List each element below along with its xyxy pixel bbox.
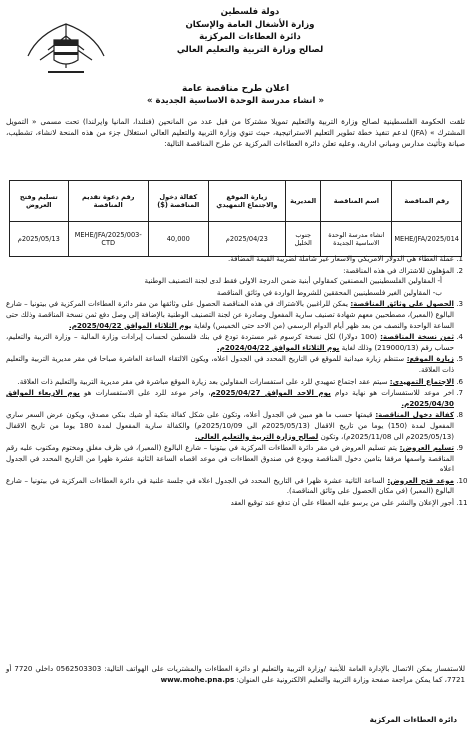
term-bid-opening-label: موعد فتح العروض: xyxy=(387,475,454,485)
header-line-ministry: وزارة الأشغال العامة والإسكان xyxy=(185,19,315,30)
announcement-title xyxy=(0,84,471,106)
header-line-department: دائرة العطاءات المركزية xyxy=(199,32,301,42)
col-invitation-number: رقم دعوة تقديم المناقصة xyxy=(68,181,148,222)
term-site-visit xyxy=(6,354,454,375)
term-pre-bid-meeting-label: الاجتماع التمهيدي: xyxy=(389,376,454,386)
term-bid-bond xyxy=(6,410,454,442)
term-pre-bid-meeting xyxy=(6,377,454,388)
term-currency-text: عملة العطاء هي الدولار الامريكي والاسعار غير شاملة لضريبة القيمة المضافة. xyxy=(228,254,454,263)
signature-department: دائرة العطاءات المركزية xyxy=(369,715,457,724)
term-pre-bid-meeting-text: سيتم عقد اجتماع تمهيدي للرد على استفسارات المقاولين بعد زيارة الموقع مباشرة في مقر مديرية التربية والتعليم ذات العلاقة. xyxy=(17,376,390,386)
term-document-price-deadline: يوم الثلاثاء الموافق 2024/04/22م. xyxy=(216,342,340,352)
announcement-main-title: اعلان طرح مناقصة عامة xyxy=(181,84,290,94)
col-bid-bond: كفالة دخول المناقصة ($) xyxy=(148,181,208,222)
term-bid-submission-text: يتم تسليم العروض في مقر دائرة العطاءات المركزية في بيتونيا – شارع البالوع (المعبر)، في ظرف مغلق ومختوم ومكتوب عليه رقم المناقصة واسمها مرفقا بتامين دخول المناقصة ويودع في صندوق العطاءات في موعد اقصاه الساعة الثانية عشرة ظهرا من التاريخ المحدد في الجدول اعلاه xyxy=(6,443,454,474)
term-documents-text: يمكن للراغبين بالاشتراك في هذه المناقصة الحصول على وثائقها من مقر دائرة العطاءات المركزية في بيتونيا – شارع البالوع (المعبر)، مصطحبين معهم شهادة تصنيف سارية المفعول وصادرة عن لجنة التصنيف الوطنية بالإضافة إلى وصل دفع ثمن نسخة المناقصة وذلك حتى الساعة الواحدة والنصف من بعد ظهر أيام الدوام الرسمي (من الاحد حتى الخميس) ولغاية xyxy=(6,299,454,330)
eligibility-item-a-text: المقاولين الفلسطينيين المصنفين كمقاولي أبنية ضمن الدرجة الاولى فقط لدى لجنة التصنيف الوطنية xyxy=(144,276,436,286)
term-inquiries-text: اخر موعد للاستفسارات هو نهاية دوام xyxy=(330,388,455,398)
eligibility-item-b-mark: ب- xyxy=(432,287,442,297)
cell-bid-submission: 2025/05/13م xyxy=(10,222,69,257)
term-bid-opening xyxy=(6,476,454,497)
term-site-visit-text: ستنظم زيارة ميدانية للموقع في التاريخ المحدد في الجدول اعلاه، ويكون الالتقاء الساعة العاشرة صباحا في مقر مديرية التربية والتعليم ذات العلاقة. xyxy=(6,354,454,374)
term-inquiries-date: يوم الاحد الموافق 2025/04/27م xyxy=(210,388,331,398)
cell-tender-name: انشاء مدرسة الوحدة الاساسية الجديدة xyxy=(321,222,392,257)
tender-table xyxy=(9,180,462,257)
intro-paragraph: تلقت الحكومة الفلسطينية لصالح وزارة التربية والتعليم تمويلا مشتركا من قبل عدد من المانحين (فنلندا، المانيا وايرلندا) تحت مسمى « التمويل المشترك » (JFA) لدعم تنفيذ خطة تطوير التعليم الاستراتيجية، حيث تنوي وزارة التربية والتعليم العالي استغلال جزء من هذه المنحة لانشاء، تشطيب، صيانة وتأثيث مدارس ومباني ادارية، وعليه تعلن دائرة العطاءات المركزية عن طرح المناقصة التالية: xyxy=(6,117,465,148)
term-document-price-label: ثمن نسخة المناقصة: xyxy=(380,332,454,342)
header-line-state: دولة فلسطين xyxy=(220,7,280,17)
eligibility-item-a-mark: أ- xyxy=(437,276,442,286)
term-currency xyxy=(6,254,454,265)
contact-text: للاستفسار يمكن الاتصال بالإدارة العامة للأبنية /وزارة التربية والتعليم او دائرة العطاءات والمشتريات على الهواتف التالية: 0562503303 داخلي 7720 أو 7721، كما يمكن مراجعة صفحة وزارة التربية والتعليم الالكترونية على العنوان: xyxy=(6,664,465,684)
term-bid-bond-text: قيمتها حسب ما هو مبين في الجدول أعلاه، وتكون على شكل كفالة بنكية أو شيك بنكي مصدق، ويكون عرض السعر ساري المفعول لمدة (150) يوما من تاريخ الاقفال (2025/05/13م الى 2025/10/09م) والكفالة سارية المفعول لمدة 180 يوما من تاريخ الاقفال (2025/05/13م الى 2025/11/08م)، وتكون xyxy=(6,410,455,441)
cell-tender-number: MEHE/JFA/2025/014 xyxy=(392,222,462,257)
term-bid-submission-label: تسليم العروض: xyxy=(399,443,455,453)
eligibility-item-b-text: المقاولين الغير فلسطينيين المحققين للشروط الواردة في وثائق المناقصة xyxy=(216,287,431,297)
contact-website-link[interactable]: www.mohe.pna.ps xyxy=(160,674,235,684)
term-documents-label: الحصول على وثائق المناقصة: xyxy=(350,299,454,309)
term-documents xyxy=(6,299,454,331)
term-document-price-text: (100 دولارا) لكل نسخة كرسوم غير مستردة تودع في بنك فلسطين لحساب إيرادات وزارة المالية – وزارة التربية والتعليم، حساب رقم (219000/13) وذلك لغاية xyxy=(6,332,454,352)
palestine-emblem-logo xyxy=(18,16,114,78)
term-eligibility xyxy=(6,266,454,299)
term-site-visit-label: زيارة الموقع: xyxy=(406,354,454,364)
term-documents-deadline: يوم الثلاثاء الموافق 2025/04/22م. xyxy=(69,320,192,330)
term-inquiries xyxy=(6,388,454,409)
eligibility-sublist xyxy=(6,276,454,298)
cell-bid-bond: 40,000 xyxy=(148,222,208,257)
cell-invitation-number: MEHE/JFA/2025/003-CTD xyxy=(68,222,148,257)
table-row xyxy=(10,222,462,257)
col-site-visit: زيارة الموقع والاجتماع التمهيدي xyxy=(208,181,285,222)
terms-list xyxy=(6,254,468,510)
term-document-price xyxy=(6,332,454,353)
term-bid-bond-label: كفالة دخول المناقصة: xyxy=(375,410,455,420)
eligibility-item-a xyxy=(6,276,442,287)
term-inquiries-text-2: ، واخر موعد للرد على الاستفسارات هو xyxy=(79,388,211,398)
contact-paragraph xyxy=(6,664,465,685)
header-line-beneficiary: لصالح وزارة التربية والتعليم العالي xyxy=(176,44,324,55)
term-bid-bond-beneficiary: لصالح وزارة التربية والتعليم العالي. xyxy=(194,431,319,441)
document-header xyxy=(150,6,350,56)
col-directorate: المديرية xyxy=(285,181,320,222)
term-bid-submission xyxy=(6,443,454,475)
cell-site-visit: 2025/04/23م xyxy=(208,222,285,257)
term-bid-opening-text: الساعة الثانية عشرة ظهرا في التاريخ المحدد في الجدول اعلاه في جلسة علنية في دائرة العطاءات المركزية في بيتونيا – شارع البالوع (المعبر) (في مكان الحصول على وثائق المناقصة). xyxy=(6,475,454,496)
term-inquiries-reply-date: يوم الاربعاء الموافق 2025/04/30م. xyxy=(6,388,454,408)
term-eligibility-text: المؤهلون للاشتراك في هذه المناقصة: xyxy=(343,265,454,275)
col-bid-submission: تسليم وفتح العروض xyxy=(10,181,69,222)
term-advertising-fees xyxy=(6,498,454,509)
col-tender-name: اسم المناقصة xyxy=(321,181,392,222)
cell-directorate: جنوب الخليل xyxy=(285,222,320,257)
eligibility-item-b xyxy=(6,288,442,299)
col-tender-number: رقم المناقصة xyxy=(392,181,462,222)
tender-table-header-row xyxy=(10,181,462,222)
announcement-subject: « انشاء مدرسة الوحدة الاساسية الجديدة » xyxy=(146,96,325,106)
term-advertising-fees-text: أجور الإعلان والنشر على من يرسو عليه العطاء على أن تدفع عند توقيع العقد xyxy=(230,498,454,508)
